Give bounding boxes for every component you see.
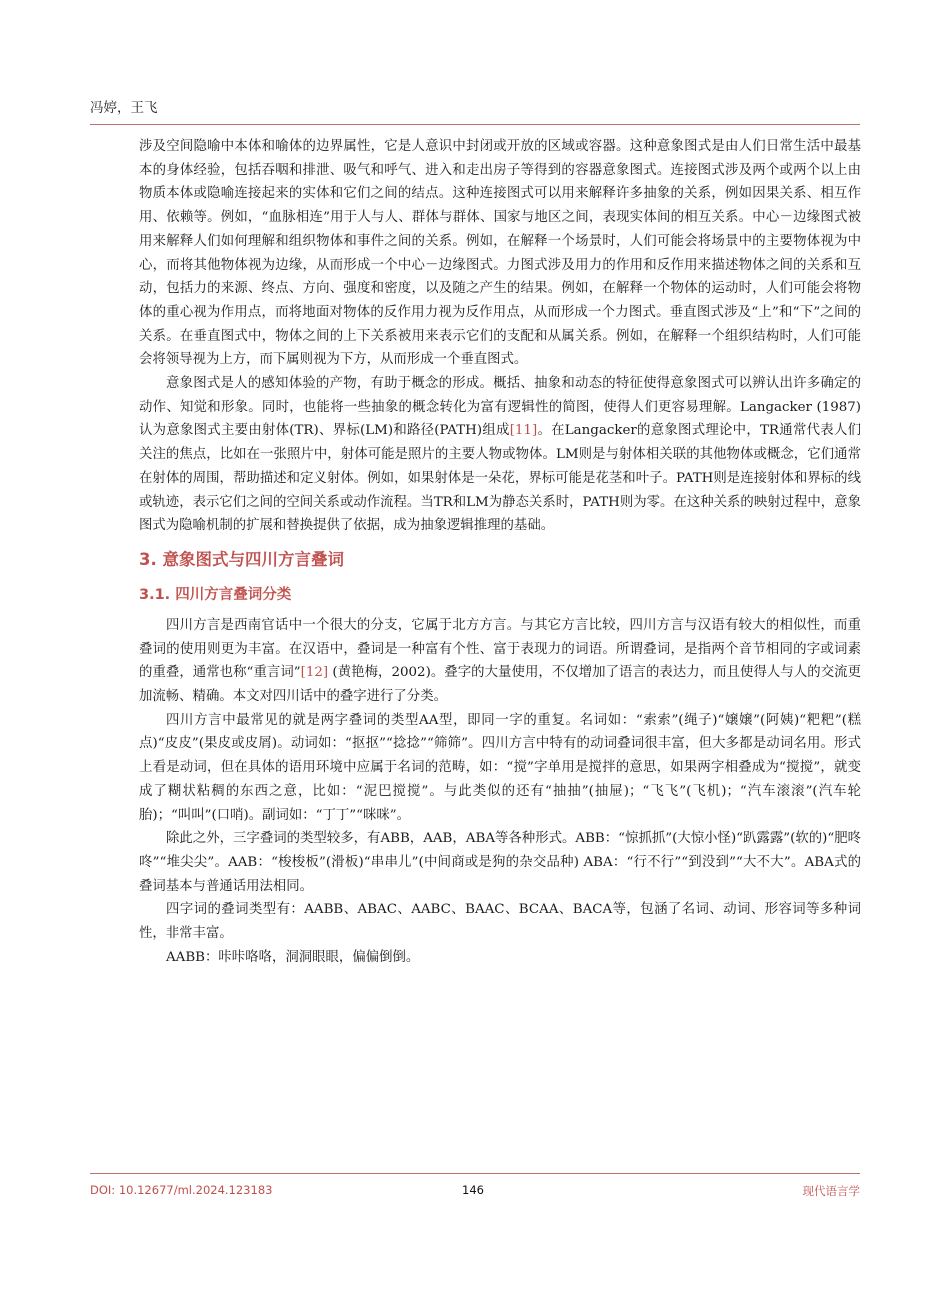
paragraph-4: 四川方言中最常见的就是两字叠词的类型AA型，即同一字的重复。名词如：“索索”(绳子)“嬢嬢”(阿姨)“粑粑”(糕点)“皮皮”(果皮或皮屑)。动词如：“抠抠”“捻捻”“筛筛”。四川方言中特有的动词叠词很丰富，但大多都是动词名用。形式上看是动词，但在具体的语用环境中应属于名词的范畴，如：“搅”字单用是搅拌的意思，如果两字相叠成为“搅搅”，就变成了糊状粘稠的东西之意，比如：“泥巴搅搅”。与此类似的还有“抽抽”(抽屉)；“飞飞”(飞机)；“汽车滚滚”(汽车轮胎)；“叫叫”(口哨)。副词如：“丁丁”“咪咪”。 (139, 712, 861, 823)
paragraph-3-text-a: 四川方言是西南官话中一个很大的分支，它属于北方方言。与其它方言比较，四川方言与汉语有较大的相似性，而重叠词的使用则更为丰富。在汉语中，叠词是一种富有个性、富于表现力的词语。所谓叠词，是指两个音节相同的字或词素的重叠，通常也称“重言词” (139, 617, 861, 681)
paragraph-3 (139, 614, 861, 709)
header-authors: 冯婷，王飞 (90, 100, 158, 116)
footer-journal-link[interactable]: 现代语言学 (802, 1184, 860, 1198)
footer-divider (90, 1173, 860, 1174)
footer-page-number: 146 (462, 1183, 484, 1197)
paragraph-3-text-b: (黄艳梅，2002)。叠字的大量使用，不仅增加了语言的表达力，而且使得人与人的交流更加流畅、精确。本文对四川话中的叠字进行了分类。 (139, 665, 861, 705)
paragraph-2-text-a: 意象图式是人的感知体验的产物，有助于概念的形成。概括、抽象和动态的特征使得意象图式可以辨认出许多确定的动作、知觉和形象。同时，也能将一些抽象的概念转化为富有逻辑性的简图，使得人们更容易理解。Langacker (1987)认为意象图式主要由射体(TR)、界标(LM)和路径(PATH)组成 (139, 376, 861, 439)
section-3-heading: 3. 意象图式与四川方言叠词 (139, 549, 344, 569)
section-3-1-heading: 3.1. 四川方言叠词分类 (139, 586, 292, 603)
paragraph-6: 四字词的叠词类型有：AABB、ABAC、AABC、BAAC、BCAA、BACA等，包涵了名词、动词、形容词等多种词性，非常丰富。 (139, 902, 861, 942)
paragraph-5: 除此之外，三字叠词的类型较多，有ABB，AAB，ABA等各种形式。ABB：“惊抓抓”(大惊小怪)“趴露露”(软的)“肥咚咚”“堆尖尖”。AAB：“梭梭板”(滑板)“串串儿”(中间商或是狗的杂交品种) ABA：“行不行”“到没到”“大不大”。ABA式的叠词基本与普通话用法相同。 (139, 831, 861, 894)
citation-12[interactable]: [12] (300, 665, 329, 681)
article-body (139, 135, 861, 970)
header-divider (90, 124, 860, 125)
paragraph-2-text-b: 。在Langacker的意象图式理论中，TR通常代表人们关注的焦点，比如在一张照片中，射体可能是照片的主要人物或物体。LM则是与射体相关联的其他物体或概念，它们通常在射体的周围，帮助描述和定义射体。例如，如果射体是一朵花，界标可能是花茎和叶子。PATH则是连接射体和界标的线或轨迹，表示它们之间的空间关系或动作流程。当TR和LM为静态关系时，PATH则为零。在这种关系的映射过程中，意象图式为隐喻机制的扩展和替换提供了依据，成为抽象逻辑推理的基础。 (139, 423, 861, 534)
paragraph-2 (139, 372, 861, 538)
citation-11[interactable]: [11] (509, 423, 538, 439)
paragraph-7: AABB：咔咔咯咯，洞洞眼眼，偏偏倒倒。 (166, 949, 420, 965)
footer-doi-link[interactable]: DOI: 10.12677/ml.2024.123183 (90, 1183, 273, 1197)
paragraph-1: 涉及空间隐喻中本体和喻体的边界属性，它是人意识中封闭或开放的区域或容器。这种意象图式是由人们日常生活中最基本的身体经验，包括吞咽和排泄、吸气和呼气、进入和走出房子等得到的容器意象图式。连接图式涉及两个或两个以上由物质本体或隐喻连接起来的实体和它们之间的结点。这种连接图式可以用来解释许多抽象的关系，例如因果关系、相互作用、依赖等。例如，“血脉相连”用于人与人、群体与群体、国家与地区之间，表现实体间的相互关系。中心－边缘图式被用来解释人们如何理解和组织物体和事件之间的关系。例如，在解释一个场景时，人们可能会将场景中的主要物体视为中心，而将其他物体视为边缘，从而形成一个中心－边缘图式。力图式涉及用力的作用和反作用来描述物体之间的关系和互动，包括力的来源、终点、方向、强度和密度，以及随之产生的结果。例如，在解释一个物体的运动时，人们可能会将物体的重心视为作用点，而将地面对物体的反作用力视为反作用点，从而形成一个力图式。垂直图式涉及“上”和“下”之间的关系。在垂直图式中，物体之间的上下关系被用来表示它们的支配和从属关系。例如，在解释一个组织结构时，人们可能会将领导视为上方，而下属则视为下方，从而形成一个垂直图式。 (139, 139, 861, 368)
